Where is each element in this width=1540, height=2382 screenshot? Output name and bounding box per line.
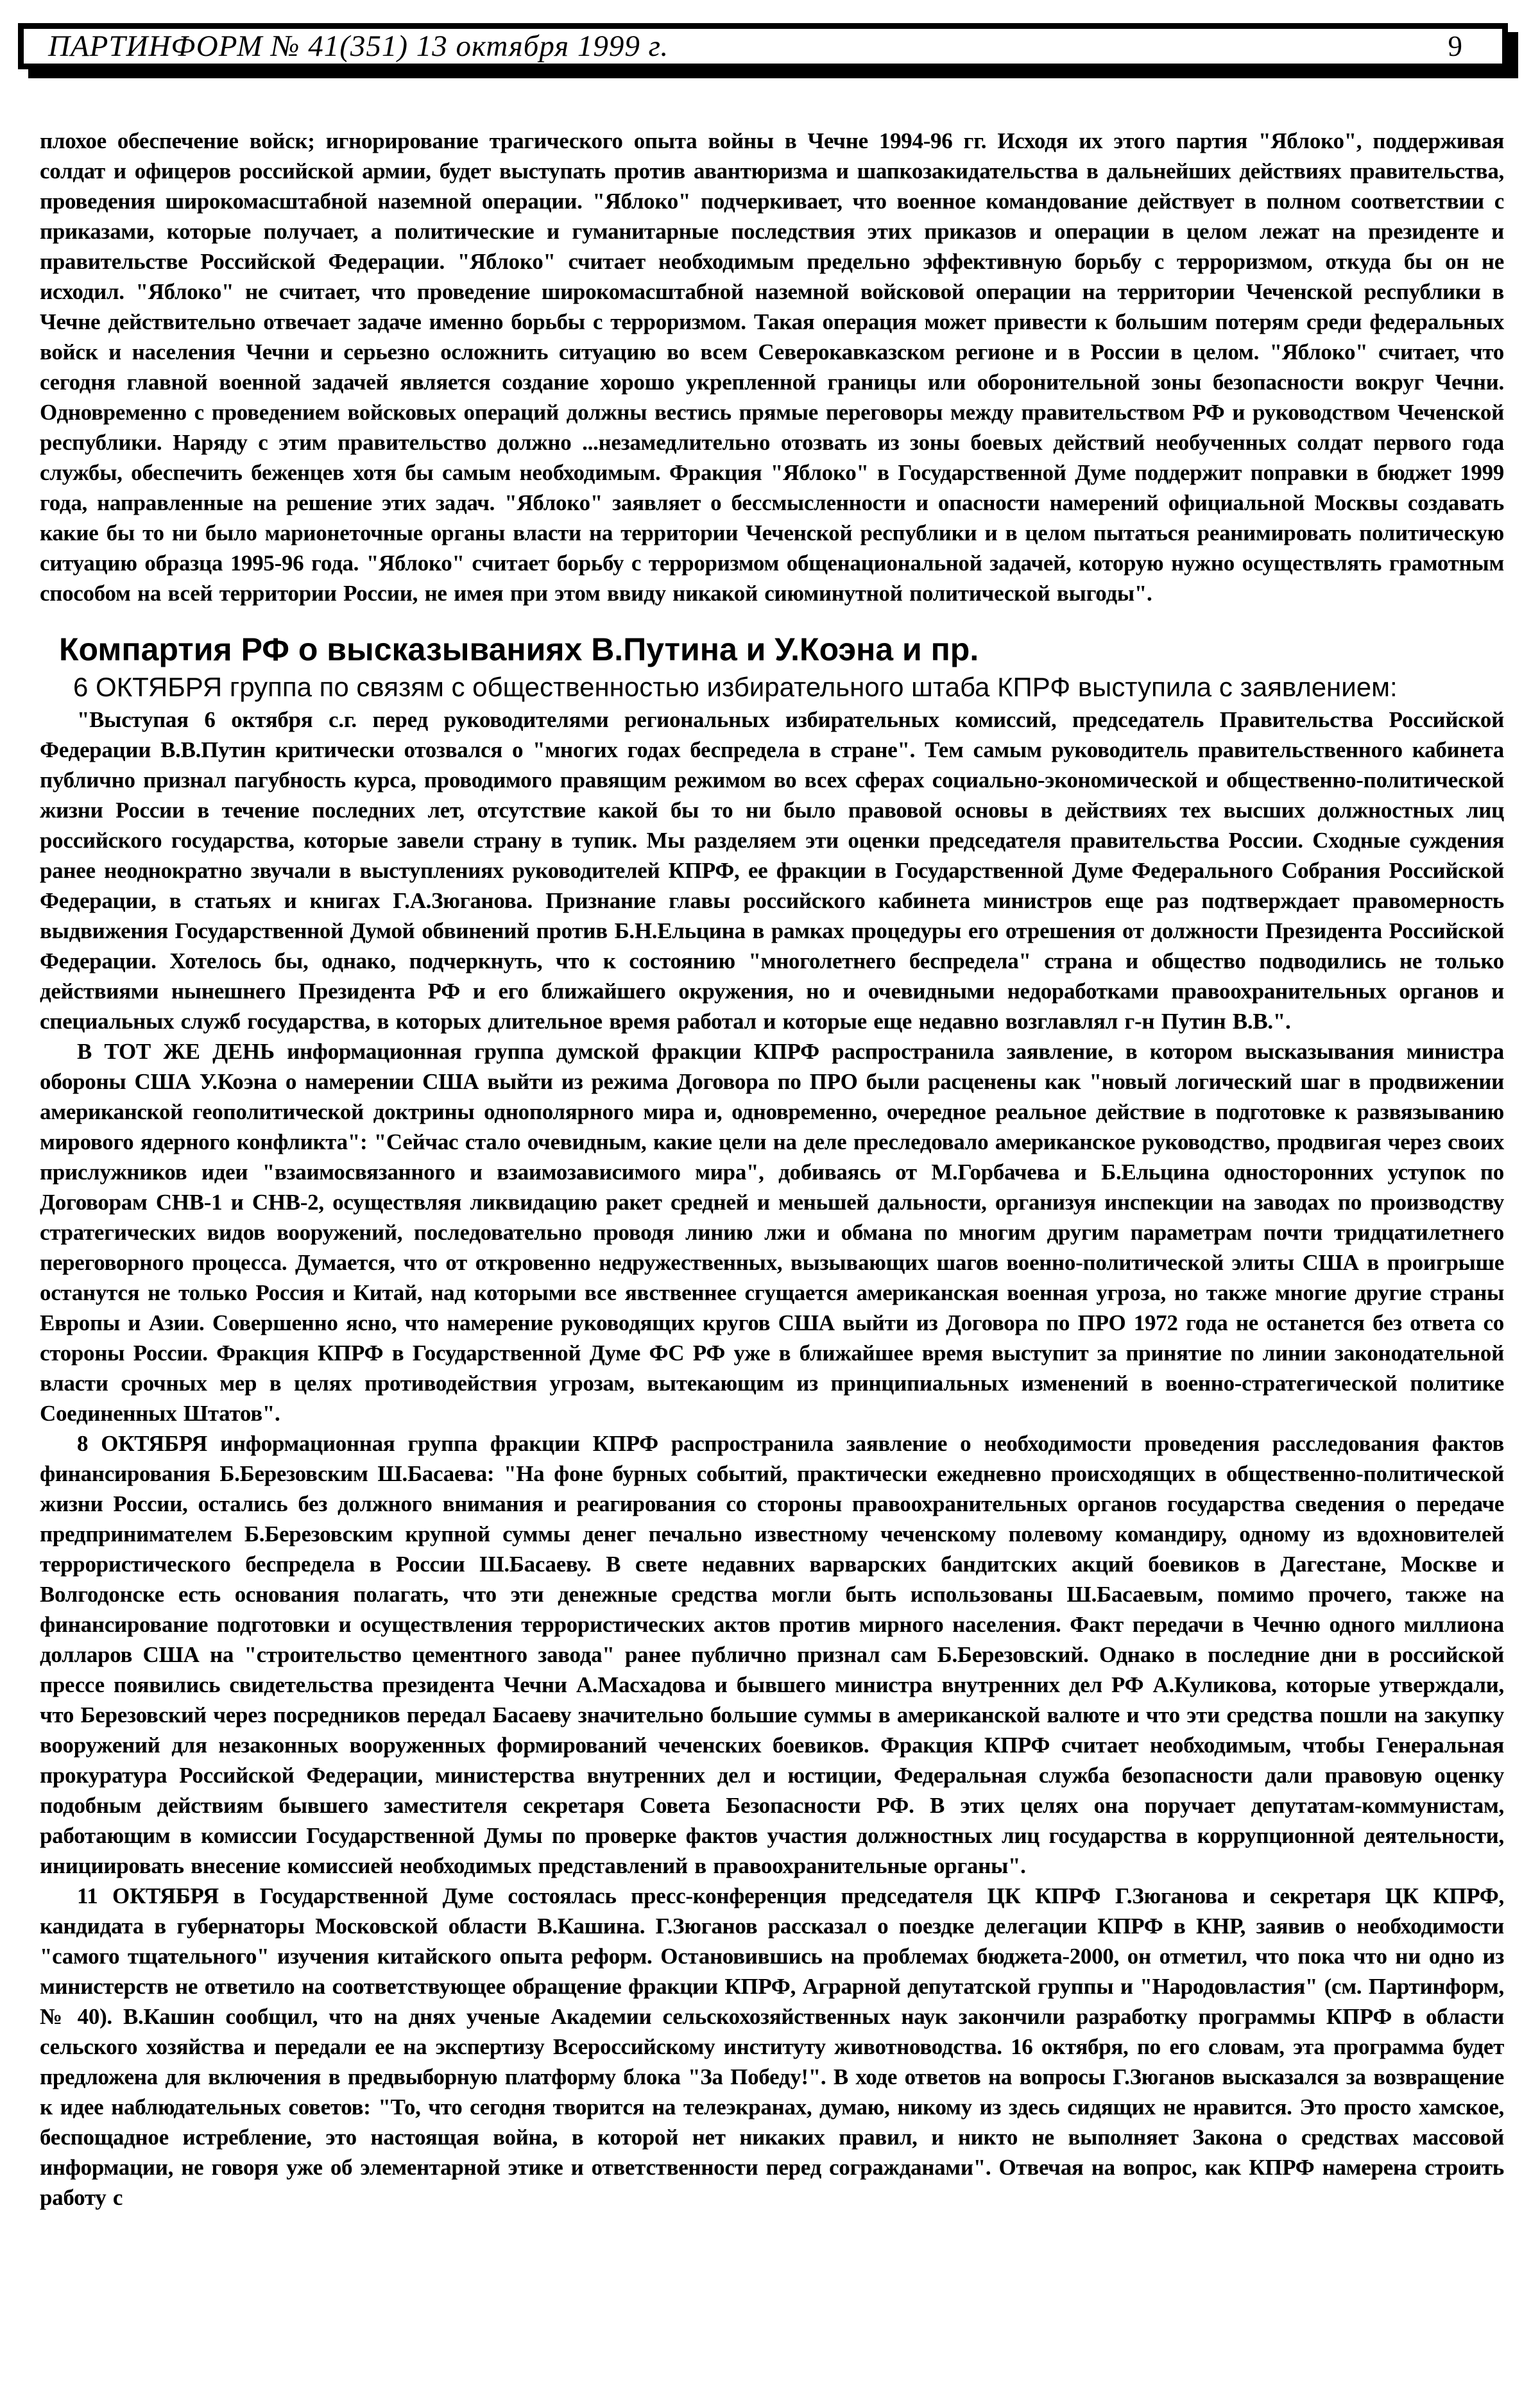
- section-heading: Компартия РФ о высказываниях В.Путина и У.Коэна и пр.: [59, 631, 979, 667]
- statement-paragraph-berezovsky: 8 ОКТЯБРЯ информационная группа фракции КПРФ распространила заявление о необходимости проведения расследования фактов финансирования Б.Березовским Ш.Басаева: "На фоне бурных событий, практически ежедневно происходящих в общественно-политической жизни России, остались без должного внимания и реагирования со стороны правоохранительных органов государства сведения о передаче предпринимателем Б.Березовским крупной суммы денег печально известному чеченскому полевому командиру, одному из вдохновителей террористического беспредела в России Ш.Басаеву. В свете недавних варварских бандитских акций боевиков в Дагестане, Москве и Волгодонске есть основания полагать, что эти денежные средства могли быть использованы Ш.Басаевым, помимо прочего, также на финансирование подготовки и осуществления террористических актов против мирного населения. Факт передачи в Чечню одного миллиона долларов США на "строительство цементного завода" ранее публично признал сам Б.Березовский. Однако в последние дни в российской прессе появились свидетельства президента Чечни А.Масхадова и бывшего министра внутренних дел РФ А.Куликова, которые утверждали, что Березовский через посредников передал Басаеву значительно большие суммы в американской валюте и что эти средства пошли на закупку вооружений для незаконных вооруженных формирований чеченских боевиков. Фракция КПРФ считает необходимым, чтобы Генеральная прокуратура Российской Федерации, министерства внутренних дел и юстиции, Федеральная служба безопасности дали правовую оценку подобным действиям бывшего заместителя секретаря Совета Безопасности РФ. В этих целях она поручает депутатам-коммунистам, работающим в комиссии Государственной Думы по проверке фактов участия должностных лиц государства в коррупционной деятельности, инициировать внесение комиссией необходимых представлений в правоохранительные органы".: [40, 1431, 1504, 1878]
- page-number: 9: [1448, 30, 1462, 62]
- paragraph-press-conference: 11 ОКТЯБРЯ в Государственной Думе состоялась пресс-конференция председателя ЦК КПРФ Г.Зюганова и секретаря ЦК КПРФ, кандидата в губернаторы Московской области В.Кашина. Г.Зюганов рассказал о поездке делегации КПРФ в КНР, заявив о необходимости "самого тщательного" изучения китайского опыта реформ. Остановившись на проблемах бюджета-2000, он отметил, что пока что ни одно из министерств не ответило на соответствующее обращение фракции КПРФ, Аграрной депутатской группы и "Народовластия" (см. Партинформ, № 40). В.Кашин сообщил, что на днях ученые Академии сельскохозяйственных наук закончили разработку программы КПРФ в области сельского хозяйства и передали ее на экспертизу Всероссийскому институту животноводства. 16 октября, по его словам, эта программа будет предложена для включения в предвыборную платформу блока "За Победу!". В ходе ответов на вопросы Г.Зюганов высказался за возвращение к идее наблюдательных советов: "То, что сегодня творится на телеэкранах, думаю, никому из здесь сидящих не нравится. Это просто хамское, беспощадное истребление, это настоящая война, в которой нет никаких правил, и никто не выполняет Закона о средствах массовой информации, не говоря уже об элементарной этике и ответственности перед согражданами". Отвечая на вопрос, как КПРФ намерена строить работу с: [40, 1883, 1504, 2210]
- statement-paragraph-putin: "Выступая 6 октября с.г. перед руководителями региональных избирательных комиссий, председатель Правительства Российской Федерации В.В.Путин критически отозвался о "многих годах беспредела в стране". Тем самым руководитель правительственного кабинета публично признал пагубность курса, проводимого правящим режимом во всех сферах социально-экономической и общественно-политической жизни России в течение последних лет, отсутствие какой бы то ни было правовой основы в действиях тех высших должностных лиц российского государства, которые завели страну в тупик. Мы разделяем эти оценки председателя правительства России. Сходные суждения ранее неоднократно звучали в выступлениях руководителей КПРФ, ее фракции в Государственной Думе Федерального Собрания Российской Федерации, в статьях и книгах Г.А.Зюганова. Признание главы российского кабинета министров еще раз подтверждает правомерность выдвижения Государственной Думой обвинений против Б.Н.Ельцина в рамках процедуры его отрешения от должности Президента Российской Федерации. Хотелось бы, однако, подчеркнуть, что к состоянию "многолетнего беспредела" страна и общество подводились не только действиями нынешнего Президента РФ и его ближайшего окружения, но и очевидными недоработками правоохранительных органов и специальных служб государства, в которых длительное время работал и которые еще недавно возглавлял г-н Путин В.В.".: [40, 707, 1504, 1034]
- article-body: [0, 126, 1540, 2213]
- masthead: [18, 23, 1508, 69]
- section-lead: 6 ОКТЯБРЯ группа по связям с общественностью избирательного штаба КПРФ выступила с заявлением:: [73, 672, 1398, 702]
- masthead-title: ПАРТИНФОРМ № 41(351) 13 октября 1999 г.: [48, 30, 669, 63]
- statement-paragraph-cohen-abm: В ТОТ ЖЕ ДЕНЬ информационная группа думской фракции КПРФ распространила заявление, в котором высказывания министра обороны США У.Коэна о намерении США выйти из режима Договора по ПРО были расценены как "новый логический шаг в продвижении американской геополитической доктрины однополярного мира и, одновременно, очередное реальное действие в подготовке к развязыванию мирового ядерного конфликта": "Сейчас стало очевидным, какие цели на деле преследовало американское руководство, продвигая через своих прислужников идеи "взаимосвязанного и взаимозависимого мира", добиваясь от М.Горбачева и Б.Ельцина односторонних уступок по Договорам СНВ-1 и СНВ-2, осуществляя ликвидацию ракет средней и меньшей дальности, организуя инспекции на заводах по производству стратегических видов вооружений, последовательно проводя линию лжи и обмана по многим другим параметрам почти тридцатилетнего переговорного процесса. Думается, что от откровенно недружественных, вызывающих шагов военно-политической элиты США в проигрыше останутся не только Россия и Китай, над которыми все явственнее сгущается американская военная угроза, но также многие другие страны Европы и Азии. Совершенно ясно, что намерение руководящих кругов США выйти из Договора по ПРО 1972 года не останется без ответа со стороны России. Фракция КПРФ в Государственной Думе ФС РФ уже в ближайшее время выступит за принятие по линии законодательной власти срочных мер в целях противодействия угрозам, вытекающим из принципиальных изменений в военно-стратегической политике Соединенных Штатов".: [40, 1039, 1504, 1426]
- continuation-paragraph: плохое обеспечение войск; игнорирование трагического опыта войны в Чечне 1994-96 гг. Исходя их этого партия "Яблоко", поддерживая солдат и офицеров российской армии, будет выступать против авантюризма и шапкозакидательства в дальнейших действиях правительства, проведения широкомасштабной наземной операции. "Яблоко" подчеркивает, что военное командование действует в полном соответствии с приказами, которые получает, а политические и гуманитарные последствия этих приказов и операции в целом лежат на президенте и правительстве Российской Федерации. "Яблоко" считает необходимым предельно эффективную борьбу с терроризмом, откуда бы он не исходил. "Яблоко" не считает, что проведение широкомасштабной наземной войсковой операции на территории Чеченской республики в Чечне действительно отвечает задаче именно борьбы с терроризмом. Такая операция может привести к большим потерям среди федеральных войск и населения Чечни и серьезно осложнить ситуацию во всем Северокавказском регионе и в России в целом. "Яблоко" считает, что сегодня главной военной задачей является создание хорошо укрепленной границы или оборонительной зоны безопасности вокруг Чечни. Одновременно с проведением войсковых операций должны вестись прямые переговоры между правительством РФ и руководством Чеченской республики. Наряду с этим правительство должно ...незамедлительно отозвать из зоны боевых действий необученных солдат первого года службы, обеспечить беженцев хотя бы самым необходимым. Фракция "Яблоко" в Государственной Думе поддержит поправки в бюджет 1999 года, направленные на решение этих задач. "Яблоко" заявляет о бессмысленности и опасности намерений официальной Москвы создавать какие бы то ни было марионеточные органы власти на территории Чеченской республики и в целом пытаться реанимировать политическую ситуацию образца 1995-96 года. "Яблоко" считает борьбу с терроризмом общенациональной задачей, которую нужно осуществлять грамотным способом на всей территории России, не имея при этом ввиду никакой сиюминутной политической выгоды".: [40, 128, 1504, 606]
